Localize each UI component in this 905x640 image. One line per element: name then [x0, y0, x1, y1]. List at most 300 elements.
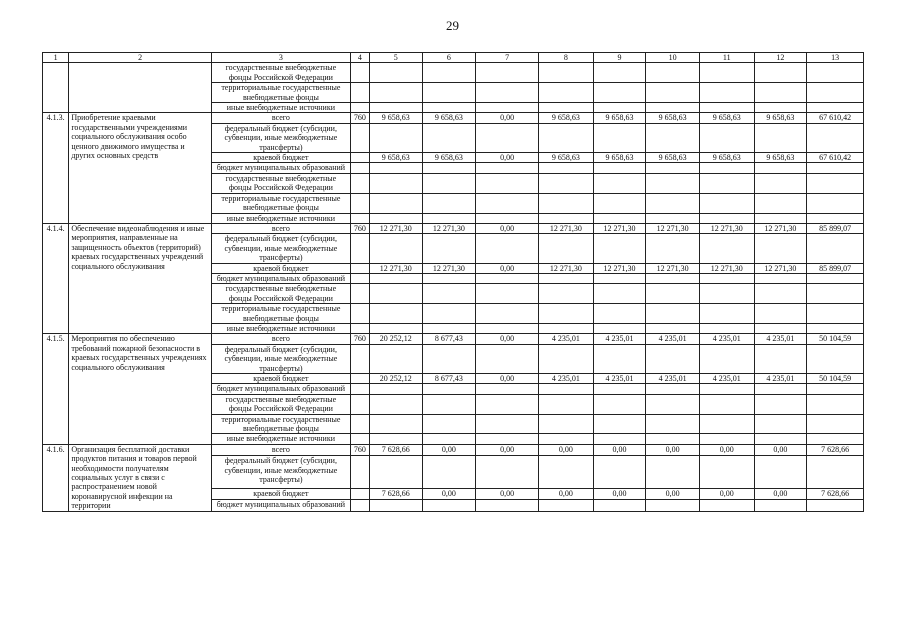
- value-cell: 0,00: [476, 113, 539, 123]
- value-cell: [699, 163, 754, 173]
- value-cell: 50 104,59: [807, 374, 864, 384]
- code-cell: [350, 63, 369, 83]
- value-cell: [754, 123, 807, 152]
- value-cell: [476, 234, 539, 263]
- funding-source-cell: федеральный бюджет (субсидии, субвенции, иные межбюджетные трансферты): [212, 234, 351, 263]
- value-cell: [422, 193, 476, 213]
- value-cell: 0,00: [754, 488, 807, 500]
- value-cell: [754, 173, 807, 193]
- value-cell: [369, 234, 422, 263]
- value-cell: [699, 384, 754, 394]
- funding-source-cell: территориальные государственные внебюджетные фонды: [212, 83, 351, 103]
- value-cell: [422, 173, 476, 193]
- value-cell: 0,00: [699, 488, 754, 500]
- value-cell: 12 271,30: [699, 223, 754, 233]
- value-cell: [369, 304, 422, 324]
- column-header: 3: [212, 53, 351, 63]
- value-cell: [538, 304, 593, 324]
- funding-source-cell: бюджет муниципальных образований: [212, 163, 351, 173]
- value-cell: [593, 163, 646, 173]
- value-cell: [422, 394, 476, 414]
- description-cell: Приобретение краевыми государственными учреждениями социального обслуживания особо ценного движимого имущества и других основных средств: [69, 113, 212, 223]
- value-cell: [699, 284, 754, 304]
- funding-source-cell: государственные внебюджетные фонды Российской Федерации: [212, 284, 351, 304]
- value-cell: [476, 323, 539, 333]
- value-cell: [699, 173, 754, 193]
- value-cell: [646, 456, 700, 488]
- value-cell: [699, 273, 754, 283]
- value-cell: 20 252,12: [369, 374, 422, 384]
- value-cell: [807, 83, 864, 103]
- value-cell: 9 658,63: [754, 153, 807, 163]
- table-row: [43, 444, 864, 456]
- value-cell: 50 104,59: [807, 334, 864, 344]
- code-cell: 760: [350, 113, 369, 123]
- funding-source-cell: краевой бюджет: [212, 374, 351, 384]
- value-cell: [369, 273, 422, 283]
- value-cell: [646, 123, 700, 152]
- value-cell: [646, 323, 700, 333]
- value-cell: [807, 500, 864, 512]
- value-cell: [593, 83, 646, 103]
- value-cell: 12 271,30: [754, 263, 807, 273]
- value-cell: [476, 103, 539, 113]
- value-cell: [699, 394, 754, 414]
- value-cell: [538, 63, 593, 83]
- code-cell: [350, 263, 369, 273]
- value-cell: [538, 193, 593, 213]
- funding-source-cell: бюджет муниципальных образований: [212, 384, 351, 394]
- code-cell: 760: [350, 444, 369, 456]
- value-cell: [699, 323, 754, 333]
- value-cell: [422, 456, 476, 488]
- funding-source-cell: территориальные государственные внебюджетные фонды: [212, 304, 351, 324]
- value-cell: [807, 434, 864, 444]
- value-cell: 9 658,63: [538, 153, 593, 163]
- value-cell: [754, 103, 807, 113]
- value-cell: 4 235,01: [754, 334, 807, 344]
- code-cell: [350, 456, 369, 488]
- value-cell: 0,00: [538, 488, 593, 500]
- funding-source-cell: федеральный бюджет (субсидии, субвенции, иные межбюджетные трансферты): [212, 344, 351, 373]
- funding-source-cell: иные внебюджетные источники: [212, 103, 351, 113]
- code-cell: [350, 273, 369, 283]
- value-cell: [476, 63, 539, 83]
- value-cell: 8 677,43: [422, 374, 476, 384]
- value-cell: [593, 103, 646, 113]
- value-cell: 12 271,30: [538, 223, 593, 233]
- funding-source-cell: федеральный бюджет (субсидии, субвенции, иные межбюджетные трансферты): [212, 456, 351, 488]
- value-cell: 4 235,01: [593, 334, 646, 344]
- value-cell: [476, 384, 539, 394]
- value-cell: 9 658,63: [422, 153, 476, 163]
- value-cell: 9 658,63: [369, 153, 422, 163]
- value-cell: [754, 323, 807, 333]
- value-cell: [807, 213, 864, 223]
- value-cell: [699, 344, 754, 373]
- value-cell: [476, 213, 539, 223]
- value-cell: [807, 193, 864, 213]
- code-cell: [350, 284, 369, 304]
- value-cell: [807, 234, 864, 263]
- value-cell: 9 658,63: [699, 113, 754, 123]
- code-cell: [350, 173, 369, 193]
- funding-source-cell: всего: [212, 444, 351, 456]
- value-cell: 12 271,30: [369, 263, 422, 273]
- code-cell: [350, 500, 369, 512]
- value-cell: [422, 103, 476, 113]
- value-cell: [754, 394, 807, 414]
- funding-source-cell: территориальные государственные внебюджетные фонды: [212, 193, 351, 213]
- value-cell: [538, 103, 593, 113]
- value-cell: [593, 394, 646, 414]
- value-cell: [754, 63, 807, 83]
- value-cell: 9 658,63: [754, 113, 807, 123]
- value-cell: 12 271,30: [369, 223, 422, 233]
- value-cell: [538, 213, 593, 223]
- value-cell: 67 610,42: [807, 153, 864, 163]
- value-cell: [699, 103, 754, 113]
- funding-source-cell: краевой бюджет: [212, 153, 351, 163]
- column-header: 1: [43, 53, 69, 63]
- header-row: [43, 53, 864, 63]
- value-cell: [538, 394, 593, 414]
- value-cell: [807, 384, 864, 394]
- value-cell: [699, 123, 754, 152]
- value-cell: 0,00: [699, 444, 754, 456]
- value-cell: [646, 103, 700, 113]
- description-cell: [69, 63, 212, 113]
- value-cell: [646, 414, 700, 434]
- funding-source-cell: государственные внебюджетные фонды Российской Федерации: [212, 394, 351, 414]
- value-cell: [422, 384, 476, 394]
- value-cell: [538, 434, 593, 444]
- column-header: 8: [538, 53, 593, 63]
- row-number-cell: 4.1.6.: [43, 444, 69, 511]
- code-cell: [350, 103, 369, 113]
- value-cell: 12 271,30: [422, 263, 476, 273]
- code-cell: [350, 394, 369, 414]
- value-cell: [754, 344, 807, 373]
- value-cell: [646, 434, 700, 444]
- code-cell: [350, 234, 369, 263]
- value-cell: [699, 434, 754, 444]
- value-cell: [476, 193, 539, 213]
- value-cell: 12 271,30: [593, 263, 646, 273]
- value-cell: 0,00: [476, 374, 539, 384]
- value-cell: [369, 414, 422, 434]
- funding-source-cell: государственные внебюджетные фонды Российской Федерации: [212, 173, 351, 193]
- value-cell: [754, 193, 807, 213]
- page-number: 29: [446, 18, 459, 33]
- value-cell: 85 899,07: [807, 223, 864, 233]
- value-cell: [754, 304, 807, 324]
- value-cell: [699, 83, 754, 103]
- value-cell: [807, 323, 864, 333]
- value-cell: [538, 323, 593, 333]
- value-cell: [699, 234, 754, 263]
- value-cell: 67 610,42: [807, 113, 864, 123]
- row-number-cell: [43, 63, 69, 113]
- code-cell: [350, 123, 369, 152]
- funding-source-cell: федеральный бюджет (субсидии, субвенции, иные межбюджетные трансферты): [212, 123, 351, 152]
- value-cell: 4 235,01: [538, 334, 593, 344]
- code-cell: 760: [350, 334, 369, 344]
- value-cell: [646, 344, 700, 373]
- value-cell: 0,00: [422, 444, 476, 456]
- value-cell: [593, 63, 646, 83]
- value-cell: 12 271,30: [699, 263, 754, 273]
- value-cell: 0,00: [476, 444, 539, 456]
- value-cell: [422, 83, 476, 103]
- value-cell: [476, 304, 539, 324]
- value-cell: [422, 213, 476, 223]
- code-cell: 760: [350, 223, 369, 233]
- value-cell: [699, 193, 754, 213]
- row-number-cell: 4.1.3.: [43, 113, 69, 223]
- value-cell: 0,00: [476, 334, 539, 344]
- value-cell: [422, 434, 476, 444]
- value-cell: [754, 163, 807, 173]
- column-header: 12: [754, 53, 807, 63]
- value-cell: [369, 323, 422, 333]
- value-cell: [754, 500, 807, 512]
- value-cell: [593, 123, 646, 152]
- funding-source-cell: всего: [212, 334, 351, 344]
- value-cell: [646, 163, 700, 173]
- value-cell: [538, 414, 593, 434]
- value-cell: [646, 83, 700, 103]
- funding-source-cell: иные внебюджетные источники: [212, 323, 351, 333]
- value-cell: 4 235,01: [538, 374, 593, 384]
- value-cell: 0,00: [476, 153, 539, 163]
- value-cell: [422, 234, 476, 263]
- value-cell: [646, 384, 700, 394]
- value-cell: [369, 284, 422, 304]
- value-cell: 4 235,01: [593, 374, 646, 384]
- description-cell: Организация бесплатной доставки продуктов питания и товаров первой необходимости получателям социальных услуг в связи с распространением новой коронавирусной инфекции на территории: [69, 444, 212, 511]
- value-cell: [699, 414, 754, 434]
- funding-source-cell: всего: [212, 223, 351, 233]
- value-cell: [369, 344, 422, 373]
- table-row: [43, 334, 864, 344]
- value-cell: 0,00: [476, 488, 539, 500]
- value-cell: [593, 304, 646, 324]
- value-cell: [538, 123, 593, 152]
- value-cell: [646, 273, 700, 283]
- value-cell: 4 235,01: [646, 374, 700, 384]
- value-cell: 0,00: [646, 488, 700, 500]
- code-cell: [350, 304, 369, 324]
- code-cell: [350, 163, 369, 173]
- value-cell: [476, 123, 539, 152]
- value-cell: [646, 213, 700, 223]
- value-cell: [646, 63, 700, 83]
- value-cell: [807, 344, 864, 373]
- value-cell: [422, 304, 476, 324]
- value-cell: 0,00: [476, 223, 539, 233]
- value-cell: [369, 123, 422, 152]
- value-cell: 7 628,66: [369, 444, 422, 456]
- value-cell: [369, 394, 422, 414]
- funding-source-cell: иные внебюджетные источники: [212, 213, 351, 223]
- value-cell: [754, 83, 807, 103]
- value-cell: [369, 213, 422, 223]
- value-cell: [646, 394, 700, 414]
- value-cell: 0,00: [422, 488, 476, 500]
- value-cell: [807, 304, 864, 324]
- value-cell: [538, 83, 593, 103]
- code-cell: [350, 414, 369, 434]
- value-cell: [593, 344, 646, 373]
- table-row: [43, 113, 864, 123]
- value-cell: [807, 284, 864, 304]
- value-cell: [476, 83, 539, 103]
- value-cell: [369, 434, 422, 444]
- value-cell: [646, 173, 700, 193]
- value-cell: 12 271,30: [646, 223, 700, 233]
- value-cell: [699, 213, 754, 223]
- value-cell: [538, 284, 593, 304]
- value-cell: [699, 456, 754, 488]
- column-header: 7: [476, 53, 539, 63]
- value-cell: [754, 456, 807, 488]
- code-cell: [350, 488, 369, 500]
- value-cell: 4 235,01: [699, 374, 754, 384]
- value-cell: 9 658,63: [422, 113, 476, 123]
- value-cell: 12 271,30: [593, 223, 646, 233]
- value-cell: 9 658,63: [538, 113, 593, 123]
- value-cell: [699, 63, 754, 83]
- value-cell: [807, 63, 864, 83]
- value-cell: [754, 284, 807, 304]
- value-cell: [476, 273, 539, 283]
- row-number-cell: 4.1.4.: [43, 223, 69, 333]
- value-cell: [476, 414, 539, 434]
- column-header: 9: [593, 53, 646, 63]
- value-cell: [593, 414, 646, 434]
- value-cell: 12 271,30: [538, 263, 593, 273]
- budget-table: [42, 52, 864, 512]
- value-cell: [369, 384, 422, 394]
- value-cell: [807, 123, 864, 152]
- value-cell: 0,00: [593, 488, 646, 500]
- funding-source-cell: бюджет муниципальных образований: [212, 500, 351, 512]
- value-cell: 7 628,66: [807, 444, 864, 456]
- value-cell: [476, 500, 539, 512]
- value-cell: [754, 234, 807, 263]
- value-cell: [476, 394, 539, 414]
- funding-source-cell: государственные внебюджетные фонды Российской Федерации: [212, 63, 351, 83]
- value-cell: [593, 434, 646, 444]
- value-cell: 9 658,63: [369, 113, 422, 123]
- value-cell: 4 235,01: [754, 374, 807, 384]
- value-cell: [754, 384, 807, 394]
- code-cell: [350, 374, 369, 384]
- value-cell: 0,00: [646, 444, 700, 456]
- code-cell: [350, 384, 369, 394]
- value-cell: [369, 103, 422, 113]
- value-cell: 4 235,01: [646, 334, 700, 344]
- funding-source-cell: краевой бюджет: [212, 488, 351, 500]
- column-header: 2: [69, 53, 212, 63]
- value-cell: [593, 456, 646, 488]
- funding-source-cell: всего: [212, 113, 351, 123]
- funding-source-cell: краевой бюджет: [212, 263, 351, 273]
- value-cell: [538, 344, 593, 373]
- value-cell: [369, 173, 422, 193]
- value-cell: [807, 173, 864, 193]
- value-cell: [593, 500, 646, 512]
- value-cell: [369, 500, 422, 512]
- value-cell: 0,00: [593, 444, 646, 456]
- value-cell: [593, 213, 646, 223]
- value-cell: 4 235,01: [699, 334, 754, 344]
- value-cell: 9 658,63: [593, 153, 646, 163]
- column-header: 11: [699, 53, 754, 63]
- value-cell: [422, 323, 476, 333]
- code-cell: [350, 323, 369, 333]
- value-cell: [476, 163, 539, 173]
- value-cell: [369, 456, 422, 488]
- value-cell: [422, 63, 476, 83]
- value-cell: [476, 284, 539, 304]
- value-cell: [422, 273, 476, 283]
- value-cell: 12 271,30: [754, 223, 807, 233]
- value-cell: [646, 500, 700, 512]
- value-cell: [538, 234, 593, 263]
- value-cell: [422, 344, 476, 373]
- value-cell: [369, 193, 422, 213]
- description-cell: Обеспечение видеонаблюдения и иные мероприятия, направленные на защищенность объектов (территорий) краевых государственных учреждений социального обслуживания: [69, 223, 212, 333]
- column-header: 13: [807, 53, 864, 63]
- value-cell: [369, 83, 422, 103]
- value-cell: [807, 273, 864, 283]
- value-cell: [476, 434, 539, 444]
- value-cell: [369, 163, 422, 173]
- funding-source-cell: бюджет муниципальных образований: [212, 273, 351, 283]
- value-cell: 8 677,43: [422, 334, 476, 344]
- code-cell: [350, 213, 369, 223]
- value-cell: [422, 284, 476, 304]
- code-cell: [350, 193, 369, 213]
- value-cell: [807, 456, 864, 488]
- code-cell: [350, 83, 369, 103]
- value-cell: [593, 384, 646, 394]
- value-cell: [422, 500, 476, 512]
- value-cell: [593, 234, 646, 263]
- value-cell: [754, 273, 807, 283]
- column-header: 6: [422, 53, 476, 63]
- funding-source-cell: иные внебюджетные источники: [212, 434, 351, 444]
- value-cell: [476, 173, 539, 193]
- value-cell: 7 628,66: [369, 488, 422, 500]
- value-cell: 0,00: [754, 444, 807, 456]
- description-cell: Мероприятия по обеспечению требований пожарной безопасности в краевых государственных учреждениях социального обслуживания: [69, 334, 212, 444]
- value-cell: [538, 500, 593, 512]
- value-cell: 20 252,12: [369, 334, 422, 344]
- value-cell: [754, 414, 807, 434]
- table-row: [43, 63, 864, 83]
- funding-source-cell: территориальные государственные внебюджетные фонды: [212, 414, 351, 434]
- value-cell: [807, 103, 864, 113]
- value-cell: [422, 123, 476, 152]
- value-cell: 85 899,07: [807, 263, 864, 273]
- value-cell: [538, 384, 593, 394]
- value-cell: [807, 414, 864, 434]
- value-cell: [476, 344, 539, 373]
- value-cell: [699, 304, 754, 324]
